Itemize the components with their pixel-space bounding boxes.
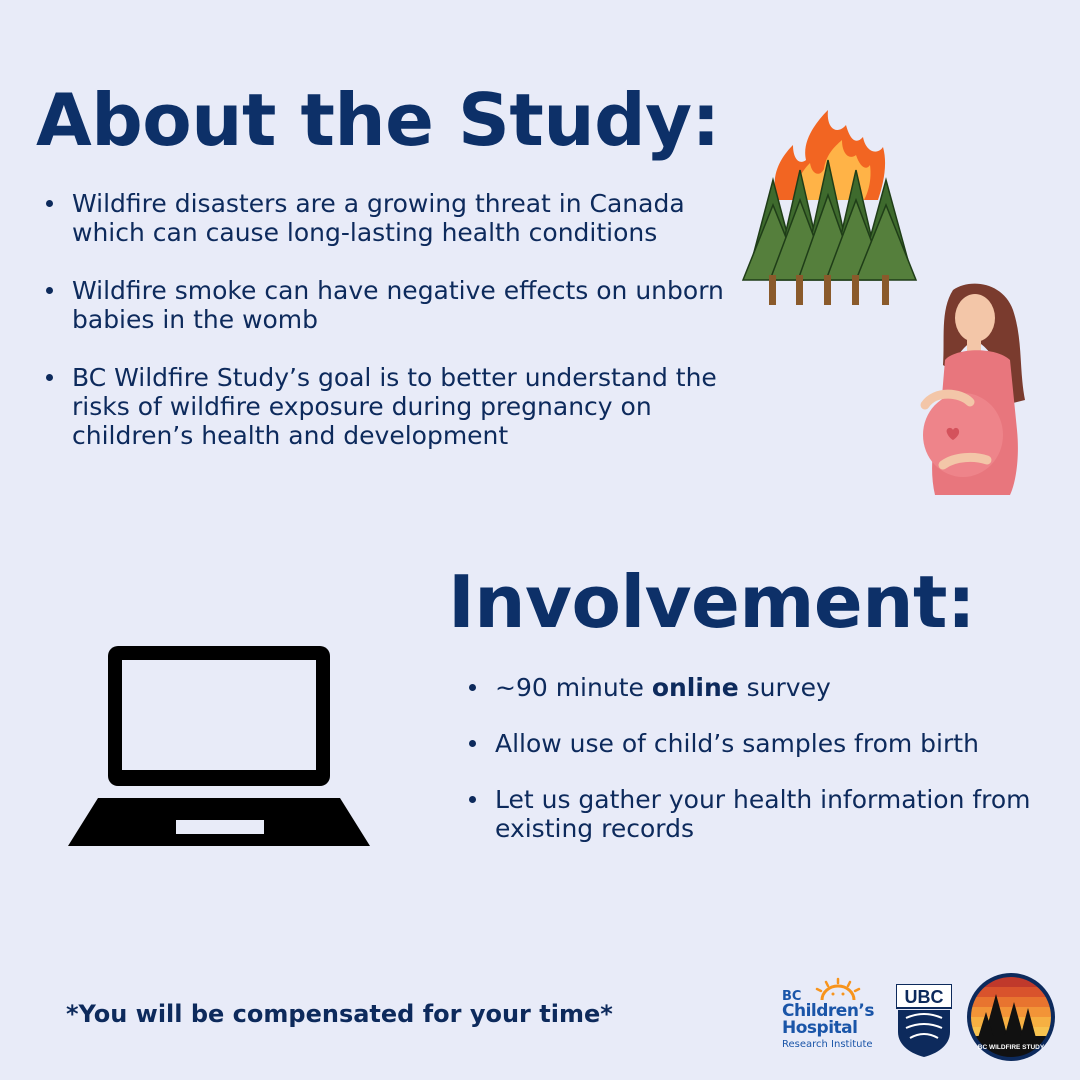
- compensation-note: *You will be compensated for your time*: [66, 1000, 613, 1028]
- bcch-logo: BC Children’s Hospital Research Institute: [782, 989, 874, 1050]
- ubc-logo: [896, 984, 952, 1058]
- involvement-bullet-2: Allow use of child’s samples from birth: [495, 729, 1055, 758]
- about-bullet-list: [72, 189, 752, 479]
- about-title: About the Study:: [36, 78, 720, 162]
- pregnant-woman-icon: [915, 280, 1030, 500]
- online-emphasis: online: [651, 673, 739, 702]
- about-bullet-1: Wildfire disasters are a growing threat in Canada which can cause long-lasting health conditions: [72, 189, 752, 247]
- wildfire-logo-text: BC WILDFIRE STUDY: [977, 1044, 1045, 1051]
- laptop-icon: [66, 644, 372, 850]
- involvement-bullet-1: ~90 minute online survey: [495, 673, 1055, 702]
- about-bullet-3: BC Wildfire Study’s goal is to better understand the risks of wildfire exposure during pregnancy on children’s health and development: [72, 363, 752, 450]
- involvement-bullet-3: Let us gather your health information from existing records: [495, 785, 1055, 843]
- about-bullet-2: Wildfire smoke can have negative effects on unborn babies in the womb: [72, 276, 752, 334]
- bc-wildfire-study-logo: [966, 972, 1056, 1062]
- involvement-bullet-list: [495, 673, 1055, 870]
- fire-forest-icon: [738, 105, 923, 305]
- ubc-text: UBC: [904, 987, 944, 1007]
- involvement-title: Involvement:: [448, 560, 976, 644]
